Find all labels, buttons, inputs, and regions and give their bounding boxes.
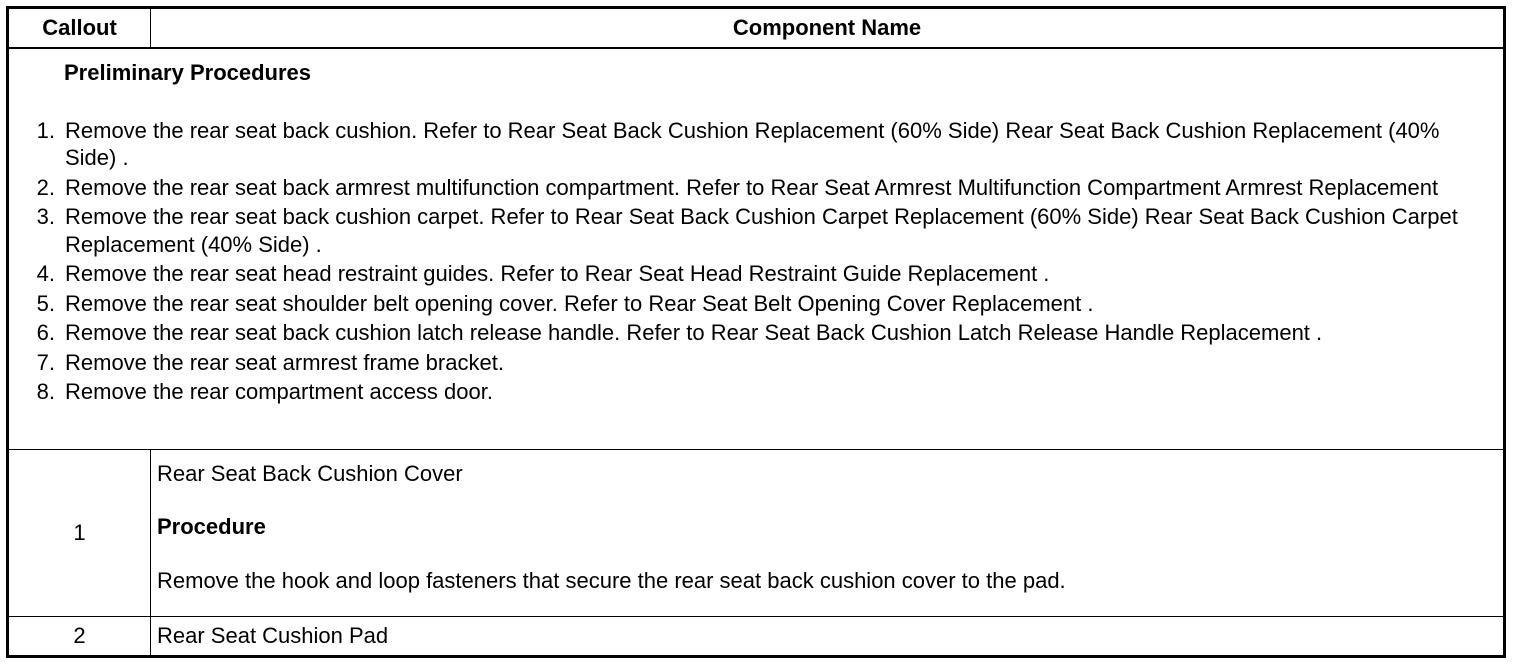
- step-item: [25, 378, 1493, 406]
- header-callout: Callout: [8, 8, 151, 49]
- step-text: Remove the rear seat head restraint guides. Refer to Rear Seat Head Restraint Guide Replacement .: [65, 261, 1050, 286]
- preliminary-step-list: [25, 117, 1493, 406]
- step-item: [25, 260, 1493, 288]
- preliminary-cell: [8, 48, 1505, 449]
- header-row: [8, 8, 1505, 49]
- procedure-heading: Procedure: [157, 514, 266, 540]
- step-item: [25, 349, 1493, 377]
- procedure-text: Remove the hook and loop fasteners that secure the rear seat back cushion cover to the pad.: [157, 567, 1066, 593]
- component-name: Rear Seat Back Cushion Cover: [157, 460, 463, 486]
- step-number: 4.: [36, 261, 55, 286]
- preliminary-row: [8, 48, 1505, 449]
- callout-cell: 1: [8, 449, 151, 616]
- step-item: [25, 290, 1493, 318]
- step-text: Remove the rear compartment access door.: [65, 379, 493, 404]
- step-text: Remove the rear seat back armrest multifunction compartment. Refer to Rear Seat Armrest Multifunction Compartment Armrest Replacement: [65, 174, 1439, 200]
- step-text: Remove the rear seat back cushion. Refer to Rear Seat Back Cushion Replacement (60% Side) Rear Seat Back Cushion Replacement (40% Side) .: [65, 117, 1440, 170]
- step-text: Remove the rear seat shoulder belt opening cover. Refer to Rear Seat Belt Opening Cover Replacement .: [65, 290, 1094, 316]
- component-name: Rear Seat Cushion Pad: [151, 617, 1505, 657]
- step-item: [25, 319, 1493, 347]
- step-number: 7.: [36, 349, 55, 375]
- step-item: [25, 174, 1493, 202]
- component-table: [6, 6, 1506, 658]
- step-number: 1.: [36, 117, 55, 143]
- step-text: Remove the rear seat back cushion carpet. Refer to Rear Seat Back Cushion Carpet Replacement (60% Side) Rear Seat Back Cushion Carpet Replacement (40% Side) .: [65, 204, 1458, 257]
- header-component-name: Component Name: [151, 8, 1505, 49]
- callout-cell: 2: [8, 617, 151, 657]
- step-text: Remove the rear seat armrest frame bracket.: [65, 349, 504, 375]
- step-item: [25, 203, 1493, 258]
- table-row: [8, 617, 1505, 657]
- step-item: [25, 117, 1493, 172]
- step-text: Remove the rear seat back cushion latch release handle. Refer to Rear Seat Back Cushion Latch Release Handle Replacement .: [65, 320, 1323, 345]
- component-cell: [151, 449, 1505, 616]
- preliminary-title: Preliminary Procedures: [64, 60, 312, 85]
- step-number: 6.: [36, 320, 55, 345]
- step-number: 2.: [36, 174, 55, 200]
- table-row: [8, 449, 1505, 616]
- step-number: 5.: [36, 290, 55, 316]
- step-number: 3.: [36, 204, 55, 229]
- step-number: 8.: [36, 379, 55, 404]
